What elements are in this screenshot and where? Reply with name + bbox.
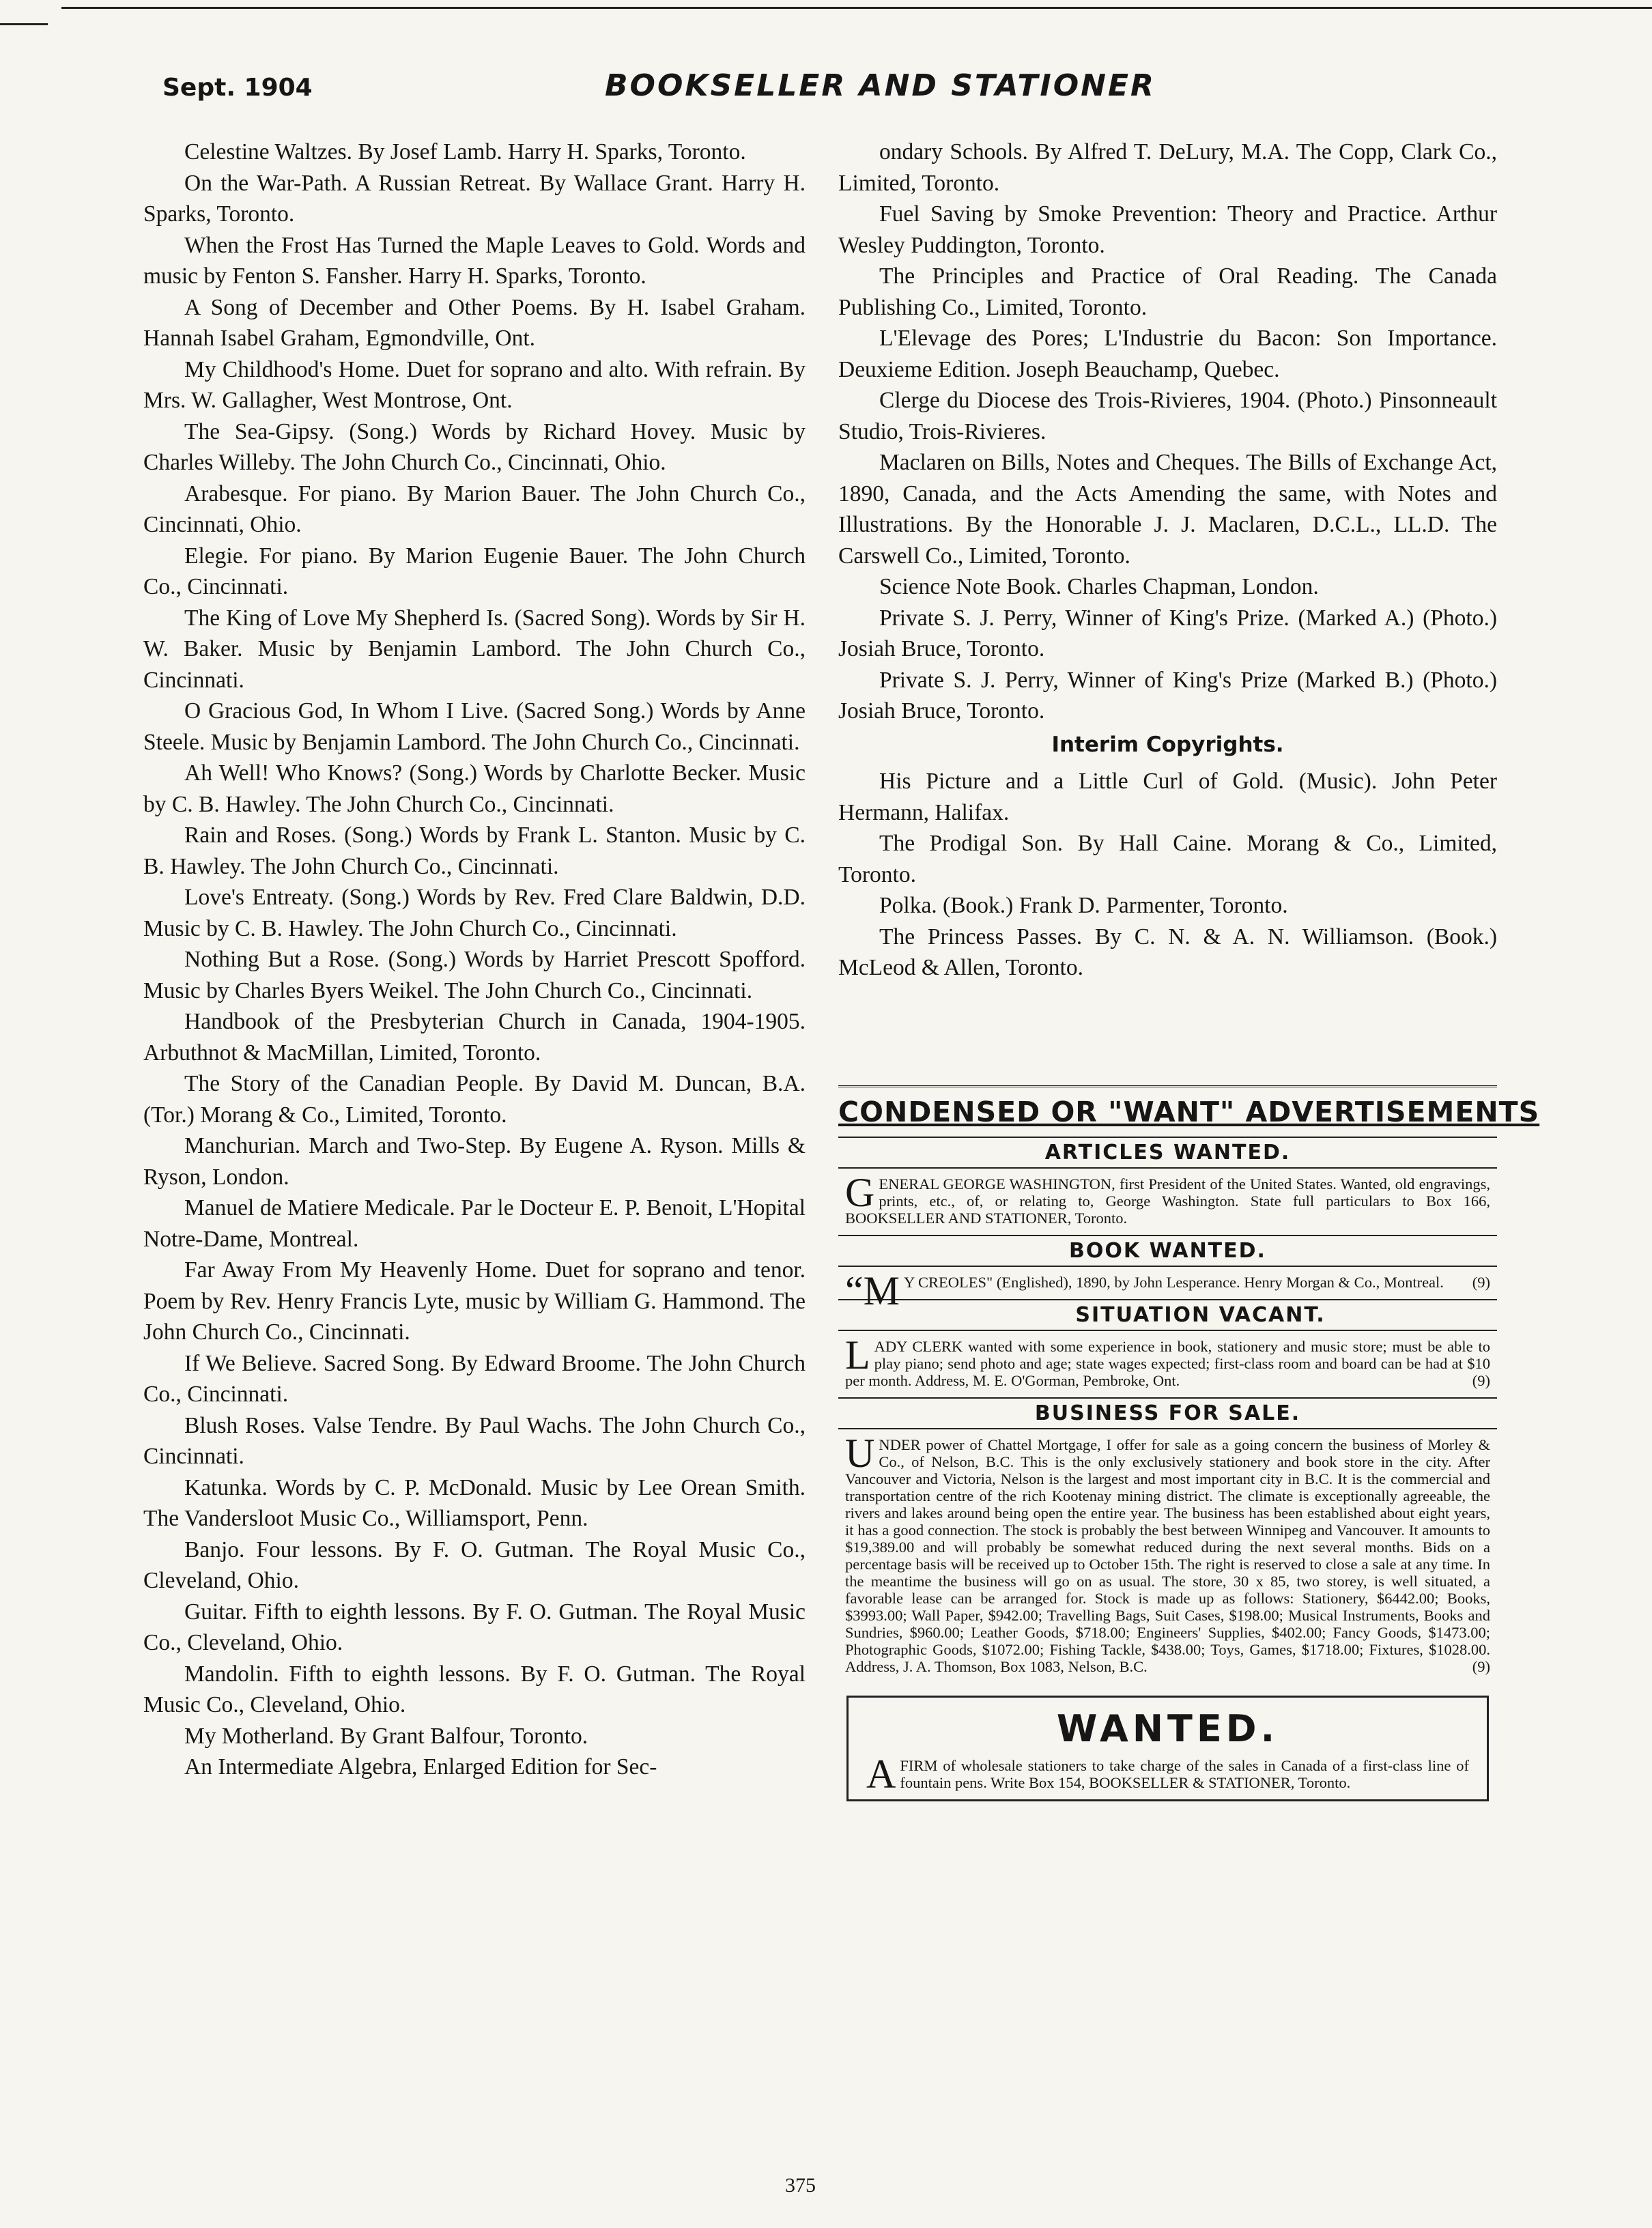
interim-entry: The Prodigal Son. By Hall Caine. Morang & Co., Limited, Toronto. [838, 831, 1497, 887]
ad-section-heading: BUSINESS FOR SALE. [838, 1397, 1497, 1429]
want-ads [838, 1085, 1540, 1801]
left-column-entry: Far Away From My Heavenly Home. Duet for soprano and tenor. Poem by Rev. Henry Francis Lyte, music by William G. Hammond. The John Church Co., Cincinnati. [143, 1257, 806, 1345]
right-column-entry: Private S. J. Perry, Winner of King's Prize. (Marked A.) (Photo.) Josiah Bruce, Toronto. [838, 605, 1497, 661]
wanted-initial: A [866, 1752, 896, 1797]
ad-body: NDER power of Chattel Mortgage, I offer for sale as a going concern the business of Morley & Co., of Nelson, B.C. This is the only exclusively stationery and book store in the city. After Vancouver and Victoria, Nelson is the largest and most important city in B.C. It is the commercial and transportation centre of the rich Kootenay mining district. The climate is exceptionally agreeable, the rivers and lakes around being open the entire year. The business has been established about eight years, it has a good connection. The stock is probably the best between Winnipeg and Vancouver. It amounts to $19,389.00 and will probably be somewhat reduced during the next several months. Bids on a percentage basis will be received up to October 15th. The right is reserved to close a sale at any time. In the meantime the business will go on as usual. The store, 30 x 85, two storey, is well situated, a favorable lease can be arranged for. Stock is made up as follows: Stationery, $6442.00; Books, $3993.00; Wall Paper, $942.00; Travelling Bags, Suit Cases, $198.00; Musical Instruments, Books and Sundries, $960.00; Leather Goods, $718.00; Engineers' Supplies, $402.00; Fancy Goods, $1473.00; Photographic Goods, $1072.00; Fishing Tackle, $438.00; Toys, Games, $1718.00; Fixtures, $1028.00. Address, J. A. Thomson, Box 1083, Nelson, B.C. [845, 1436, 1490, 1675]
right-column-entry: The Principles and Practice of Oral Reading. The Canada Publishing Co., Limited, Toronto. [838, 263, 1497, 320]
ad-initial: “M [845, 1268, 900, 1313]
ad-text [845, 1268, 1490, 1313]
left-column [143, 137, 806, 1783]
right-column-entry: Science Note Book. Charles Chapman, London. [879, 574, 1319, 599]
ad-body: ENERAL GEORGE WASHINGTON, first President of the United States. Wanted, old engravings, prints, etc., of, or relating to, George Washington. State full particulars to Box 166, BOOKSELLER AND STATIONER, Toronto. [845, 1175, 1490, 1227]
wanted-body: FIRM of wholesale stationers to take charge of the sales in Canada of a first-class line of fountain pens. Write Box 154, BOOKSELLER & STATIONER, Toronto. [900, 1757, 1469, 1791]
left-column-entry: Katunka. Words by C. P. McDonald. Music by Lee Orean Smith. The Vandersloot Music Co., Williamsport, Penn. [143, 1474, 806, 1531]
left-column-entry: Nothing But a Rose. (Song.) Words by Harriet Prescott Spofford. Music by Charles Byers Weikel. The John Church Co., Cincinnati. [143, 947, 806, 1003]
left-column-entry: Banjo. Four lessons. By F. O. Gutman. The Royal Music Co., Cleveland, Ohio. [143, 1537, 806, 1593]
left-column-entry: The Story of the Canadian People. By David M. Duncan, B.A. (Tor.) Morang & Co., Limited, Toronto. [143, 1071, 806, 1128]
left-column-entry: Manchurian. March and Two-Step. By Eugene A. Ryson. Mills & Ryson, London. [143, 1133, 806, 1190]
ad-number: (9) [1472, 1658, 1490, 1675]
left-column-entry: My Childhood's Home. Duet for soprano and alto. With refrain. By Mrs. W. Gallagher, West Montrose, Ont. [143, 356, 806, 413]
left-column-entry: Elegie. For piano. By Marion Eugenie Bauer. The John Church Co., Cincinnati. [143, 543, 806, 599]
ad-number: (9) [1472, 1372, 1490, 1389]
right-column-entry: Maclaren on Bills, Notes and Cheques. The Bills of Exchange Act, 1890, Canada, and the Acts Amending the same, with Notes and Illustrations. By the Honorable J. J. Maclaren, D.C.L., LL.D. The Carswell Co., Limited, Toronto. [838, 450, 1497, 569]
wanted-ad-text [866, 1752, 1469, 1797]
left-column-entry: Mandolin. Fifth to eighth lessons. By F. O. Gutman. The Royal Music Co., Cleveland, Ohio. [143, 1661, 806, 1717]
ad-text [845, 1431, 1490, 1675]
left-column-entry: Rain and Roses. (Song.) Words by Frank L. Stanton. Music by C. B. Hawley. The John Church Co., Cincinnati. [143, 823, 806, 879]
corner-rule [0, 0, 48, 25]
ad-initial: L [845, 1332, 870, 1377]
ads-title: CONDENSED OR "WANT" ADVERTISEMENTS [838, 1096, 1540, 1128]
left-column-entry: My Motherland. By Grant Balfour, Toronto. [184, 1723, 588, 1749]
ad-initial: G [845, 1170, 875, 1215]
ad-text [845, 1332, 1490, 1389]
left-column-entry: An Intermediate Algebra, Enlarged Edition for Sec- [184, 1754, 657, 1780]
page-number: 375 [785, 2174, 816, 2197]
interim-entry: Polka. (Book.) Frank D. Parmenter, Toronto. [879, 893, 1288, 918]
ad-section-heading: BOOK WANTED. [838, 1235, 1497, 1267]
right-column-entry: L'Elevage des Pores; L'Industrie du Bacon: Son Importance. Deuxieme Edition. Joseph Beauchamp, Quebec. [838, 326, 1497, 382]
page-header [162, 68, 1550, 116]
right-column-entry: Private S. J. Perry, Winner of King's Prize (Marked B.) (Photo.) Josiah Bruce, Toronto. [838, 667, 1497, 724]
ad-body: ADY CLERK wanted with some experience in book, stationery and music store; must be able to play piano; send photo and age; state wages expected; first-class room and board can be had at $10 per month. Address, M. E. O'Gorman, Pembroke, Ont. [845, 1338, 1490, 1389]
left-column-entry: Arabesque. For piano. By Marion Bauer. The John Church Co., Cincinnati, Ohio. [143, 481, 806, 537]
wanted-title: WANTED. [1056, 1707, 1279, 1750]
left-column-entry: On the War-Path. A Russian Retreat. By Wallace Grant. Harry H. Sparks, Toronto. [143, 170, 806, 227]
right-column-entry: Clerge du Diocese des Trois-Rivieres, 1904. (Photo.) Pinsonneault Studio, Trois-Rivieres. [838, 388, 1497, 444]
right-column [838, 137, 1497, 984]
left-column-entry: Celestine Waltzes. By Josef Lamb. Harry H. Sparks, Toronto. [184, 139, 746, 165]
left-column-entry: Handbook of the Presbyterian Church in Canada, 1904-1905. Arbuthnot & MacMillan, Limited, Toronto. [143, 1009, 806, 1066]
ads-top-rule [838, 1085, 1497, 1087]
ad-section-heading: ARTICLES WANTED. [838, 1137, 1497, 1169]
left-column-entry: A Song of December and Other Poems. By H. Isabel Graham. Hannah Isabel Graham, Egmondville, Ont. [143, 294, 806, 351]
ad-initial: U [845, 1431, 875, 1476]
left-column-entry: When the Frost Has Turned the Maple Leaves to Gold. Words and music by Fenton S. Fansher. Harry H. Sparks, Toronto. [143, 232, 806, 289]
ad-text [845, 1170, 1490, 1227]
wanted-box [846, 1696, 1489, 1801]
interim-entries [838, 766, 1497, 984]
left-column-entry: Ah Well! Who Knows? (Song.) Words by Charlotte Becker. Music by C. B. Hawley. The John Church Co., Cincinnati. [143, 760, 806, 817]
right-column-entry: Fuel Saving by Smoke Prevention: Theory and Practice. Arthur Wesley Puddington, Toronto. [838, 201, 1497, 258]
header-title: BOOKSELLER AND STATIONER [605, 68, 1156, 103]
ad-number: (9) [1472, 1274, 1490, 1291]
left-column-entry: Blush Roses. Valse Tendre. By Paul Wachs. The John Church Co., Cincinnati. [143, 1412, 806, 1469]
interim-copyrights-heading: Interim Copyrights. [1051, 732, 1284, 757]
left-column-entry: The King of Love My Shepherd Is. (Sacred Song). Words by Sir H. W. Baker. Music by Benjamin Lambord. The John Church Co., Cincinnati. [143, 605, 806, 693]
left-column-entry: O Gracious God, In Whom I Live. (Sacred Song.) Words by Anne Steele. Music by Benjamin Lambord. The John Church Co., Cincinnati. [143, 698, 806, 755]
left-column-entry: The Sea-Gipsy. (Song.) Words by Richard Hovey. Music by Charles Willeby. The John Church Co., Cincinnati, Ohio. [143, 418, 806, 475]
interim-entry: His Picture and a Little Curl of Gold. (Music). John Peter Hermann, Halifax. [838, 769, 1497, 825]
left-column-entry: Love's Entreaty. (Song.) Words by Rev. Fred Clare Baldwin, D.D. Music by C. B. Hawley. The John Church Co., Cincinnati. [143, 885, 806, 941]
ad-sections [838, 1137, 1497, 1675]
top-rule [61, 7, 1652, 9]
ad-section-heading: SITUATION VACANT. [838, 1299, 1497, 1331]
left-column-entry: Guitar. Fifth to eighth lessons. By F. O. Gutman. The Royal Music Co., Cleveland, Ohio. [143, 1599, 806, 1655]
left-column-entry: If We Believe. Sacred Song. By Edward Broome. The John Church Co., Cincinnati. [143, 1350, 806, 1407]
left-column-entry: Manuel de Matiere Medicale. Par le Docteur E. P. Benoit, L'Hopital Notre-Dame, Montreal. [143, 1195, 806, 1252]
right-column-entries [838, 137, 1497, 727]
interim-entry: The Princess Passes. By C. N. & A. N. Williamson. (Book.) McLeod & Allen, Toronto. [838, 924, 1497, 980]
right-column-entry: ondary Schools. By Alfred T. DeLury, M.A. The Copp, Clark Co., Limited, Toronto. [838, 139, 1497, 196]
header-date: Sept. 1904 [162, 74, 313, 102]
ad-body: Y CREOLES" (Englished), 1890, by John Lesperance. Henry Morgan & Co., Montreal. [903, 1274, 1444, 1291]
